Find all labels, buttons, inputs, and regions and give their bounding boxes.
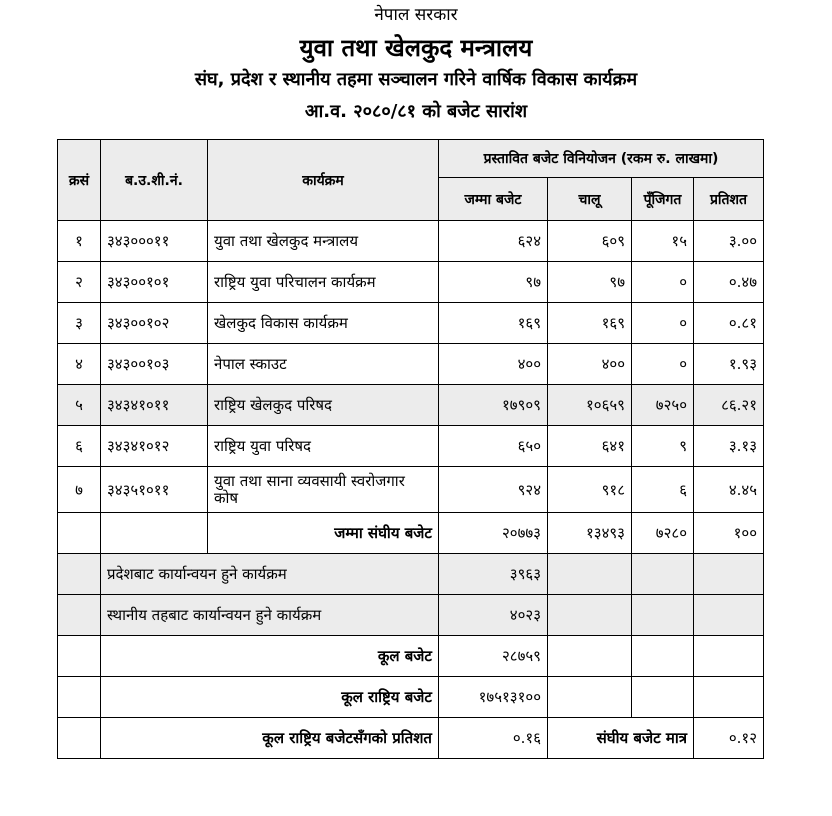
cell-current: १०६५९ bbox=[548, 385, 632, 426]
cell-program: नेपाल स्काउट bbox=[208, 344, 439, 385]
cell-empty bbox=[548, 636, 632, 677]
cell-empty bbox=[548, 554, 632, 595]
header-sn: क्रसं bbox=[58, 140, 101, 221]
cell-total: १७९०९ bbox=[439, 385, 548, 426]
cell-capital: ७२५० bbox=[632, 385, 694, 426]
header-budget-summary: आ.व. २०८०/८१ को बजेट सारांश bbox=[304, 101, 528, 122]
national-percent-value: ०.१६ bbox=[439, 718, 548, 759]
cell-capital: १५ bbox=[632, 221, 694, 262]
cell-percent: ४.४५ bbox=[694, 467, 764, 513]
cell-percent: ३.०० bbox=[694, 221, 764, 262]
cell-program: खेलकुद विकास कार्यक्रम bbox=[208, 303, 439, 344]
cell-empty bbox=[548, 595, 632, 636]
cell-empty bbox=[58, 554, 101, 595]
cell-code: ३४३००१०१ bbox=[101, 262, 208, 303]
cell-sn: २ bbox=[58, 262, 101, 303]
cell-program: राष्ट्रिय युवा परिषद bbox=[208, 426, 439, 467]
header-program: कार्यक्रम bbox=[208, 140, 439, 221]
header-total: जम्मा बजेट bbox=[439, 178, 548, 221]
cell-code: ३४३००१०३ bbox=[101, 344, 208, 385]
cell-sn: ४ bbox=[58, 344, 101, 385]
budget-table bbox=[57, 139, 764, 759]
table-row bbox=[58, 221, 764, 262]
header-program-title: संघ, प्रदेश र स्थानीय तहमा सञ्चालन गरिने वार्षिक विकास कार्यक्रम bbox=[194, 69, 638, 90]
cell-empty bbox=[58, 718, 101, 759]
national-percent-label: कूल राष्ट्रिय बजेटसँगको प्रतिशत bbox=[101, 718, 439, 759]
cell-code: ३४३००१०२ bbox=[101, 303, 208, 344]
cell-current: ६०९ bbox=[548, 221, 632, 262]
federal-only-label: संघीय बजेट मात्र bbox=[548, 718, 694, 759]
cell-current: ६४१ bbox=[548, 426, 632, 467]
federal-total-value: २०७७३ bbox=[439, 513, 548, 554]
federal-total-label: जम्मा संघीय बजेट bbox=[208, 513, 439, 554]
cell-sn: १ bbox=[58, 221, 101, 262]
cell-sn: ६ bbox=[58, 426, 101, 467]
cell-program: युवा तथा खेलकुद मन्त्रालय bbox=[208, 221, 439, 262]
cell-empty bbox=[632, 595, 694, 636]
header-budget-group: प्रस्तावित बजेट विनियोजन (रकम रु. लाखमा) bbox=[439, 140, 764, 178]
cell-total: ९७ bbox=[439, 262, 548, 303]
cell-empty bbox=[694, 677, 764, 718]
province-total: ३९६३ bbox=[439, 554, 548, 595]
cell-sn: ७ bbox=[58, 467, 101, 513]
national-budget-value: १७५१३१०० bbox=[439, 677, 548, 718]
national-budget-row bbox=[58, 677, 764, 718]
cell-percent: ३.१३ bbox=[694, 426, 764, 467]
cell-empty bbox=[632, 636, 694, 677]
cell-empty bbox=[101, 513, 208, 554]
cell-code: ३४३४१०११ bbox=[101, 385, 208, 426]
cell-current: १६९ bbox=[548, 303, 632, 344]
table-row bbox=[58, 426, 764, 467]
table-row bbox=[58, 262, 764, 303]
cell-empty bbox=[632, 677, 694, 718]
cell-sn: ५ bbox=[58, 385, 101, 426]
federal-current-value: १३४९३ bbox=[548, 513, 632, 554]
cell-empty bbox=[632, 554, 694, 595]
cell-empty bbox=[694, 554, 764, 595]
local-total: ४०२३ bbox=[439, 595, 548, 636]
cell-total: ४०० bbox=[439, 344, 548, 385]
header-ministry: युवा तथा खेलकुद मन्त्रालय bbox=[299, 34, 533, 62]
cell-empty bbox=[694, 595, 764, 636]
header-code: ब.उ.शी.नं. bbox=[101, 140, 208, 221]
local-label: स्थानीय तहबाट कार्यान्वयन हुने कार्यक्रम bbox=[101, 595, 439, 636]
cell-program: राष्ट्रिय युवा परिचालन कार्यक्रम bbox=[208, 262, 439, 303]
grand-total-label: कूल बजेट bbox=[101, 636, 439, 677]
national-percent-row bbox=[58, 718, 764, 759]
cell-code: ३४३०००११ bbox=[101, 221, 208, 262]
province-row bbox=[58, 554, 764, 595]
cell-capital: ९ bbox=[632, 426, 694, 467]
table-row bbox=[58, 467, 764, 513]
table-row bbox=[58, 303, 764, 344]
cell-empty bbox=[58, 513, 101, 554]
cell-capital: ६ bbox=[632, 467, 694, 513]
local-row bbox=[58, 595, 764, 636]
cell-empty bbox=[58, 636, 101, 677]
cell-total: १६९ bbox=[439, 303, 548, 344]
header-government: नेपाल सरकार bbox=[374, 5, 458, 25]
federal-only-value: ०.१२ bbox=[694, 718, 764, 759]
cell-empty bbox=[58, 595, 101, 636]
cell-empty bbox=[694, 636, 764, 677]
national-budget-label: कूल राष्ट्रिय बजेट bbox=[101, 677, 439, 718]
grand-total-value: २८७५९ bbox=[439, 636, 548, 677]
cell-percent: ०.४७ bbox=[694, 262, 764, 303]
cell-capital: ० bbox=[632, 262, 694, 303]
cell-current: ९१८ bbox=[548, 467, 632, 513]
cell-program: राष्ट्रिय खेलकुद परिषद bbox=[208, 385, 439, 426]
federal-total-row bbox=[58, 513, 764, 554]
cell-sn: ३ bbox=[58, 303, 101, 344]
cell-percent: ८६.२१ bbox=[694, 385, 764, 426]
table-row bbox=[58, 344, 764, 385]
cell-total: ९२४ bbox=[439, 467, 548, 513]
header-percent: प्रतिशत bbox=[694, 178, 764, 221]
federal-percent-value: १०० bbox=[694, 513, 764, 554]
province-label: प्रदेशबाट कार्यान्वयन हुने कार्यक्रम bbox=[101, 554, 439, 595]
cell-capital: ० bbox=[632, 344, 694, 385]
cell-code: ३४३४१०१२ bbox=[101, 426, 208, 467]
cell-percent: ०.८१ bbox=[694, 303, 764, 344]
cell-code: ३४३५१०११ bbox=[101, 467, 208, 513]
cell-capital: ० bbox=[632, 303, 694, 344]
grand-total-row bbox=[58, 636, 764, 677]
cell-current: ४०० bbox=[548, 344, 632, 385]
header-capital: पूँजिगत bbox=[632, 178, 694, 221]
cell-program: युवा तथा साना व्यवसायी स्वरोजगार कोष bbox=[208, 467, 439, 513]
federal-capital-value: ७२८० bbox=[632, 513, 694, 554]
cell-current: ९७ bbox=[548, 262, 632, 303]
header-current: चालू bbox=[548, 178, 632, 221]
cell-percent: १.९३ bbox=[694, 344, 764, 385]
cell-total: ६५० bbox=[439, 426, 548, 467]
cell-total: ६२४ bbox=[439, 221, 548, 262]
cell-empty bbox=[548, 677, 632, 718]
cell-empty bbox=[58, 677, 101, 718]
table-row bbox=[58, 385, 764, 426]
